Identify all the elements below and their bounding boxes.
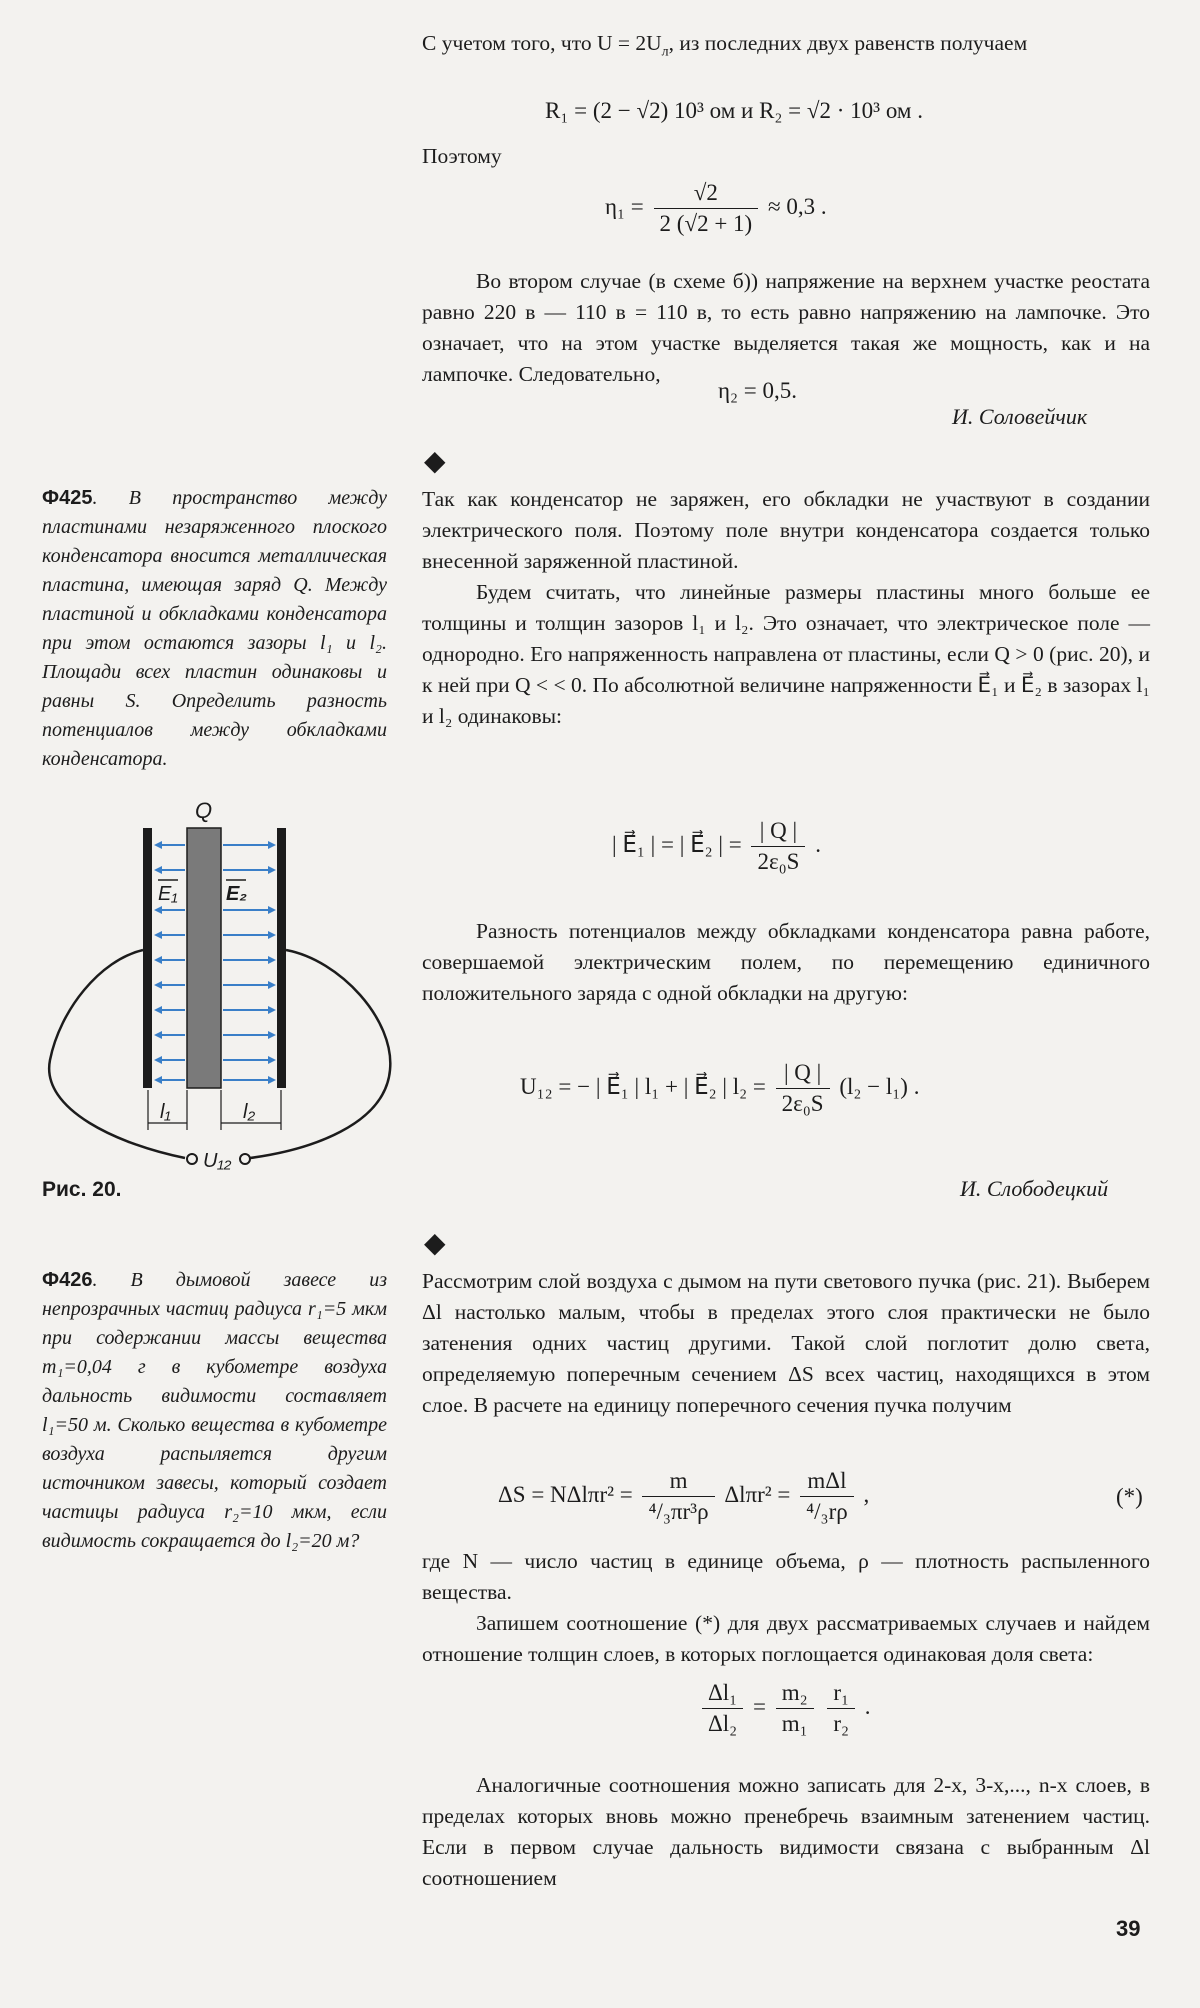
right-terminal <box>240 1154 250 1164</box>
label-e2: E₂ <box>226 883 247 905</box>
label-l2: l₂ <box>243 1101 256 1123</box>
intro-paragraph: С учетом того, что $U = 2U_л$, из последних двух равенств получаем <box>422 31 1028 60</box>
equation-eta2: η₂ = 0,5. <box>718 378 798 403</box>
field-arrowhead-right <box>268 1076 276 1084</box>
field-arrowhead-left <box>154 841 162 849</box>
field-arrowhead-right <box>268 1056 276 1064</box>
f426-solution-p1: Рассмотрим слой воздуха с дымом на пути светового пучка (рис. 21). Выберем Δl настолько малым, чтобы в пределах этого слоя практически не было затенения одних частиц другими. Такой слой поглотит долю света, определяемую поперечным сечением ΔS всех частиц, находящихся в этом слое. В расчете на единицу поперечного сечения пучка получим <box>422 1269 1150 1417</box>
section-diamond-icon: ◆ <box>424 446 446 477</box>
equation-r1-r2: R₁ = (2 − √2) 10³ ом и R₂ = √2 · 10³ ом . <box>545 98 923 123</box>
label-l1: l₁ <box>160 1101 171 1123</box>
label-u12: U₁₂ <box>203 1150 232 1172</box>
label-q: Q <box>195 798 213 823</box>
field-arrowhead-right <box>268 1006 276 1014</box>
field-arrowhead-right <box>268 931 276 939</box>
field-arrowhead-right <box>268 981 276 989</box>
figure-caption: Рис. 20. <box>42 1178 122 1201</box>
equation-tag: (*) <box>1116 1484 1143 1509</box>
field-arrowhead-left <box>154 1056 162 1064</box>
field-arrowhead-right <box>268 956 276 964</box>
label-e1: E₁ <box>158 883 178 905</box>
field-arrowhead-right <box>268 841 276 849</box>
f426-solution-p4: Аналогичные соотношения можно записать для 2-х, 3-х,..., n-х слоев, в пределах которых вновь можно пренебречь взаимным затенением частиц. Если в первом случае дальность видимости связана с выбранным Δl соотношением <box>422 1773 1150 1890</box>
equation-ratio: $\frac{\text{Δl₁}}{\text{Δl₂}}$ = $\frac{\text{m₂}}{\text{m₁}}$ $\frac{\text{r₁}}{\text{r₂}}$ . <box>698 1680 871 1737</box>
field-arrowhead-left <box>154 1031 162 1039</box>
equation-eta1: η₁ = $\frac{√2}{2 (√2 + 1)}$ ≈ 0,3 . <box>605 180 827 236</box>
equation-potential-difference: U₁₂ = − | E⃗₁ | l₁ + | E⃗₂ | l₂ = $\frac{| Q |}{\text{2ε₀S}}$ (l₂ − l₁) . <box>520 1060 920 1116</box>
field-arrowhead-left <box>154 1076 162 1084</box>
equation-cross-section: ΔS = NΔlπr² = $\frac{m}{\text{⁴/₃πr³ρ}}$ Δlπr² = $\frac{\text{mΔl}}{\text{⁴/₃rρ}}$ , <box>498 1468 870 1524</box>
field-arrowhead-right <box>268 866 276 874</box>
therefore-line: Поэтому <box>422 144 502 168</box>
field-arrowhead-left <box>154 931 162 939</box>
field-arrowhead-left <box>154 956 162 964</box>
right-plate <box>277 828 286 1088</box>
field-arrowhead-left <box>154 1006 162 1014</box>
equation-field-strength: | E⃗₁ | = | E⃗₂ | = $\frac{| Q |}{\text{2ε₀S}}$ . <box>612 818 821 874</box>
charged-plate <box>187 828 221 1088</box>
field-arrowhead-right <box>268 906 276 914</box>
field-arrowhead-left <box>154 981 162 989</box>
figure-20-capacitor <box>40 790 400 1180</box>
left-wire <box>49 950 185 1158</box>
f425-solution-p1: Так как конденсатор не заряжен, его обкладки не участвуют в создании электрического поля. Поэтому поле внутри конденсатора создается только внесенной заряженной пластиной. <box>422 487 1150 573</box>
field-arrowhead-left <box>154 906 162 914</box>
f425-solution-p3: Разность потенциалов между обкладками конденсатора равна работе, совершаемой электрическим полем, по перемещению единичного положительного заряда с одной обкладки на другую: <box>422 919 1150 1005</box>
top-section <box>422 28 1150 67</box>
problem-f426: Ф426. В дымовой завесе из непрозрачных частиц радиуса r₁=5 мкм при содержании массы вещества m₁=0,04 г в кубометре воздуха дальность видимости составляет l₁=50 м. Сколько вещества в кубометре воздуха распыляется другим источником завесы, который создает частицы радиуса r₂=10 мкм, если видимость сокращается до l₂=20 м? <box>42 1269 387 1552</box>
right-wire <box>250 950 390 1158</box>
page-number: 39 <box>1116 1916 1141 1941</box>
f426-solution-p2: где N — число частиц в единице объема, ρ — плотность распыленного вещества. <box>422 1549 1150 1604</box>
f425-solution-p2: Будем считать, что линейные размеры пластины много больше ее толщины и толщин зазоров l₁ и l₂. Это означает, что электрическое поле — однородно. Его напряженность направлена от пластины, если Q > 0 (рис. 20), и к ней при Q < < 0. По абсолютной величине напряженности E⃗₁ и E⃗₂ в зазорах l₁ и l₂ одинаковы: <box>422 580 1150 728</box>
f426-solution-p3: Запишем соотношение (*) для двух рассматриваемых случаев и найдем отношение толщин слоев, в которых поглощается одинаковая доля света: <box>422 1611 1150 1666</box>
signature-soloveichik: И. Соловейчик <box>952 404 1088 429</box>
left-terminal <box>187 1154 197 1164</box>
field-arrowhead-right <box>268 1031 276 1039</box>
field-arrowhead-left <box>154 866 162 874</box>
left-plate <box>143 828 152 1088</box>
problem-f425: Ф425. В пространство между пластинами незаряженного плоского конденсатора вносится металлическая пластина, имеющая заряд Q. Между пластиной и обкладками конденсатора при этом остаются зазоры l₁ и l₂. Площади всех пластин одинаковы и равны S. Определить разность потенциалов между обкладками конденсатора. <box>42 487 387 770</box>
second-case-paragraph: Во втором случае (в схеме б)) напряжение на верхнем участке реостата равно 220 в — 110 в = 110 в, то есть равно напряжению на лампочке. Это означает, что на этом участке выделяется такая же мощность, как и на лампочке. Следовательно, <box>422 269 1150 386</box>
section-diamond-icon-2: ◆ <box>424 1228 446 1259</box>
signature-slobodetsky: И. Слободецкий <box>960 1176 1109 1201</box>
